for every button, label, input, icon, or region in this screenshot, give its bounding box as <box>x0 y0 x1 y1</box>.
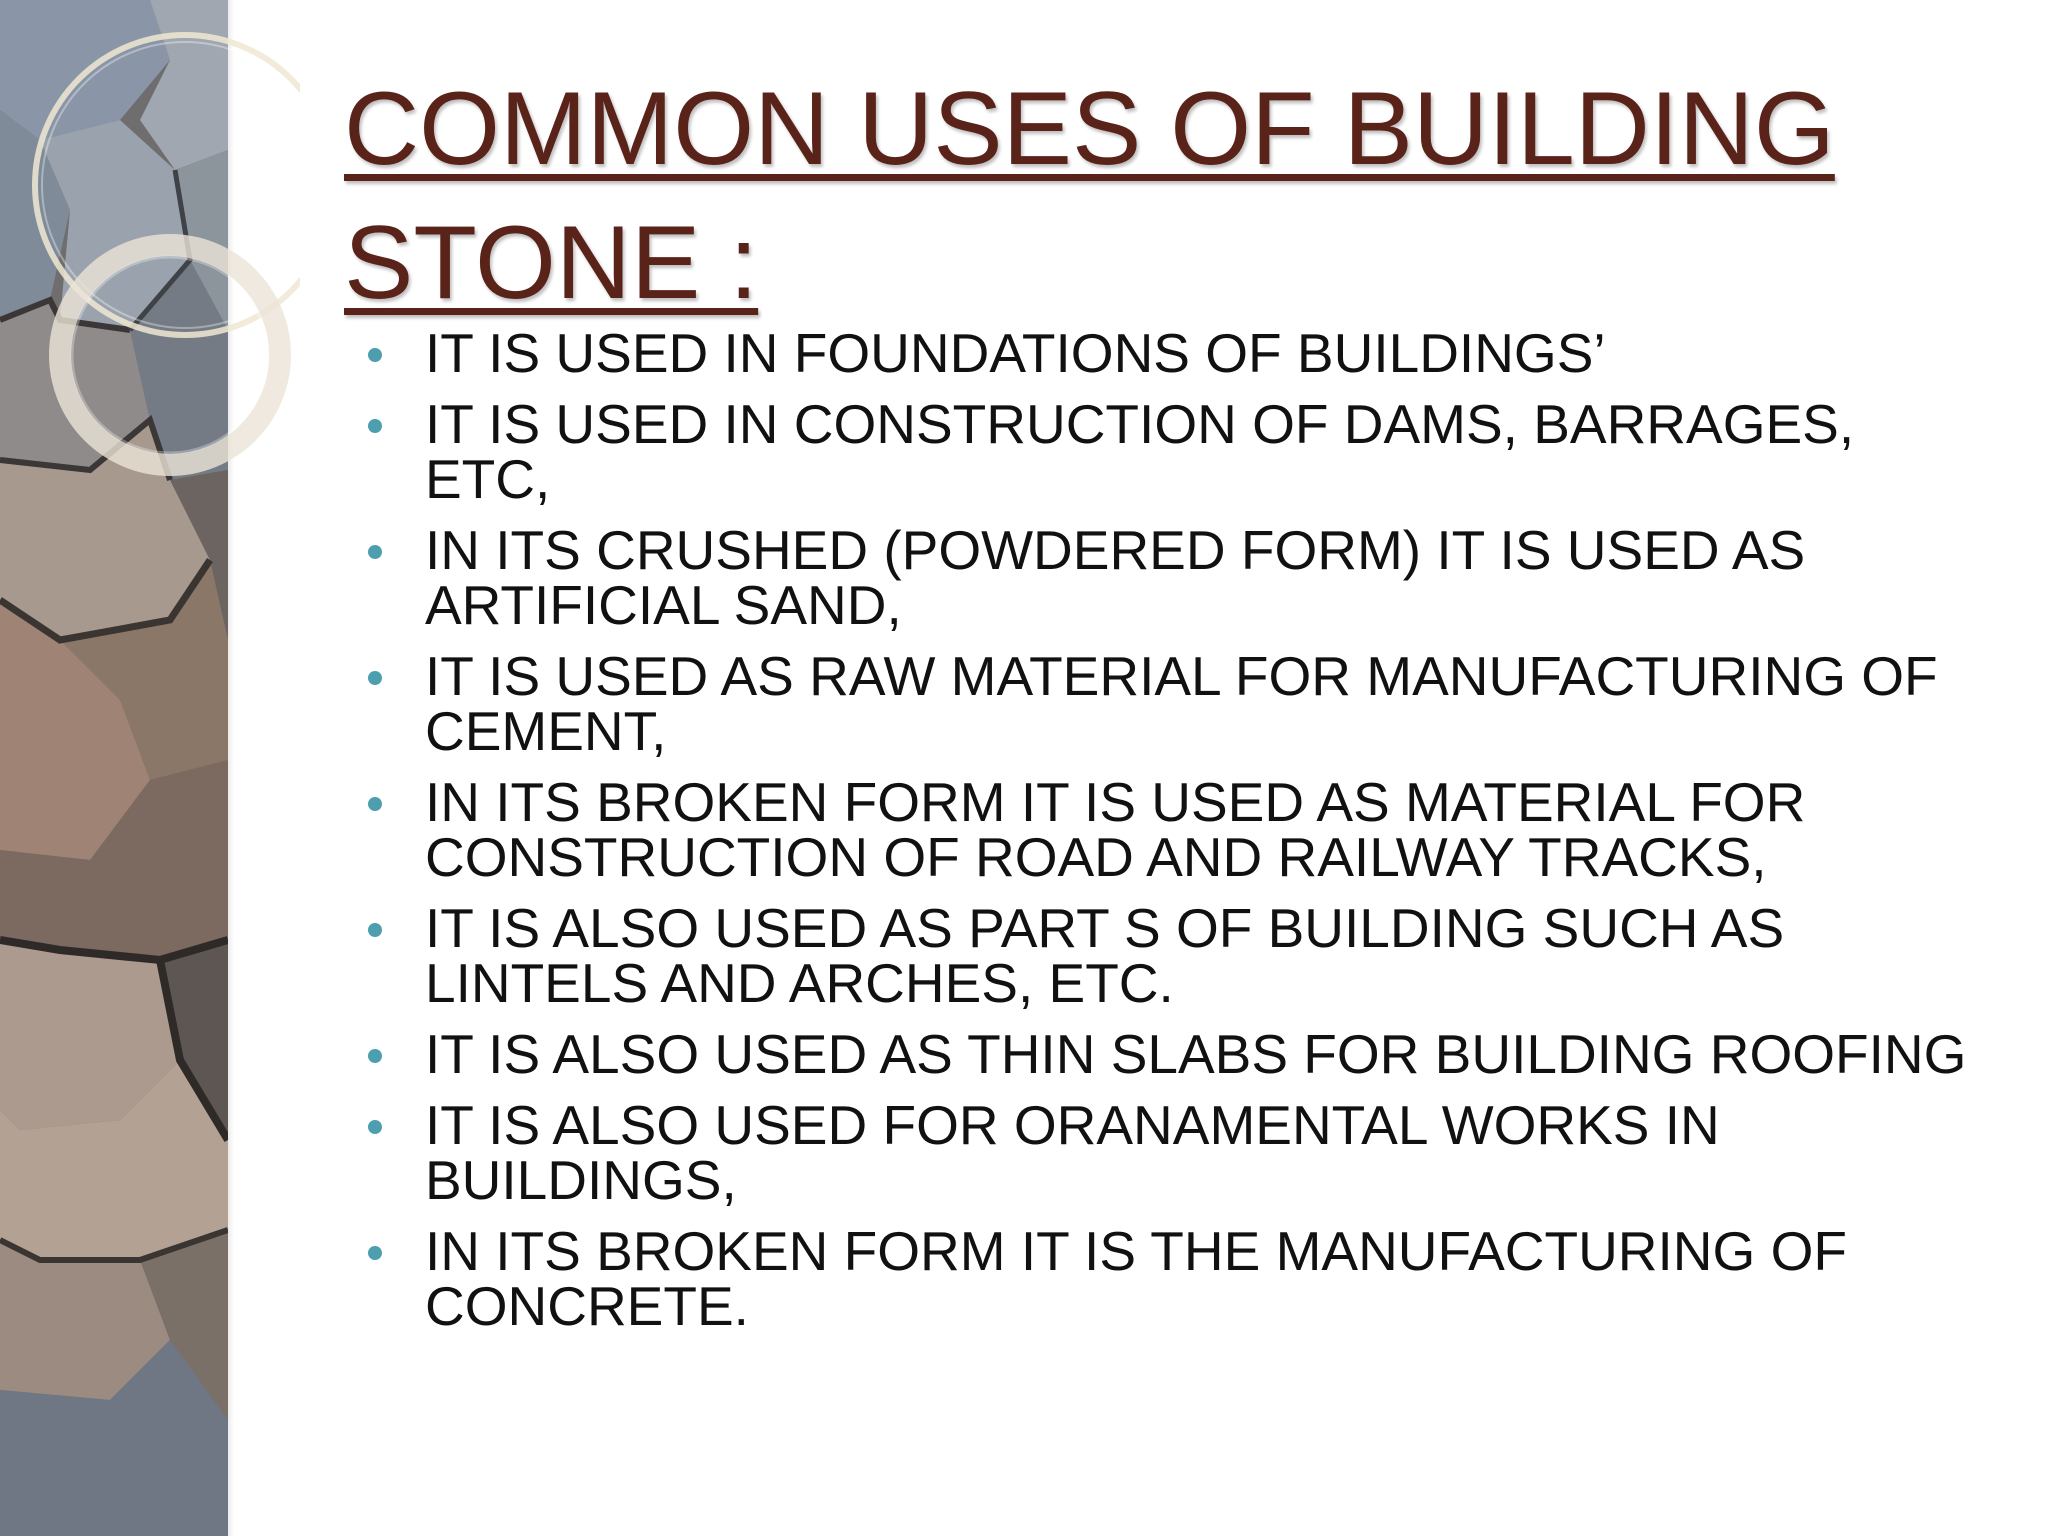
list-item <box>344 322 1984 384</box>
bullet-text: IN ITS BROKEN FORM IT IS USED AS MATERIAL FOR CONSTRUCTION OF ROAD AND RAILWAY TRACKS, <box>425 771 1806 888</box>
bullet-dot-icon <box>368 348 382 362</box>
bullet-dot-icon <box>368 419 382 433</box>
list-item <box>344 645 1984 762</box>
list-item <box>344 519 1984 636</box>
bullet-text: IN ITS BROKEN FORM IT IS THE MANUFACTURING OF CONCRETE. <box>425 1220 1847 1337</box>
bullet-dot-icon <box>368 1120 382 1134</box>
bullet-text: IT IS ALSO USED AS PART S OF BUILDING SUCH AS LINTELS AND ARCHES, ETC. <box>425 897 1785 1014</box>
list-item <box>344 1094 1984 1211</box>
bullet-text: IT IS USED IN CONSTRUCTION OF DAMS, BARRAGES, ETC, <box>425 393 1855 510</box>
bullet-text: IT IS ALSO USED AS THIN SLABS FOR BUILDING ROOFING <box>425 1023 1967 1085</box>
list-item <box>344 393 1984 510</box>
bullet-dot-icon <box>368 671 382 685</box>
bullet-text: IT IS USED AS RAW MATERIAL FOR MANUFACTURING OF CEMENT, <box>425 645 1938 762</box>
slide-title: COMMON USES OF BUILDING STONE : <box>344 71 1835 321</box>
bullet-text: IT IS USED IN FOUNDATIONS OF BUILDINGS’ <box>425 322 1606 384</box>
bullet-dot-icon <box>368 1246 382 1260</box>
bullet-dot-icon <box>368 1049 382 1063</box>
list-item <box>344 1023 1984 1085</box>
bullet-dot-icon <box>368 797 382 811</box>
bullet-text: IT IS ALSO USED FOR ORANAMENTAL WORKS IN BUILDINGS, <box>425 1094 1720 1211</box>
bullet-text: IN ITS CRUSHED (POWDERED FORM) IT IS USED AS ARTIFICIAL SAND, <box>425 519 1806 636</box>
stone-texture-strip <box>0 0 228 1536</box>
list-item <box>344 771 1984 888</box>
list-item <box>344 897 1984 1014</box>
bullet-list <box>344 322 1984 1350</box>
list-item <box>344 1220 1984 1337</box>
bullet-dot-icon <box>368 545 382 559</box>
strip-edge-shadow <box>228 0 234 1536</box>
bullet-dot-icon <box>368 923 382 937</box>
